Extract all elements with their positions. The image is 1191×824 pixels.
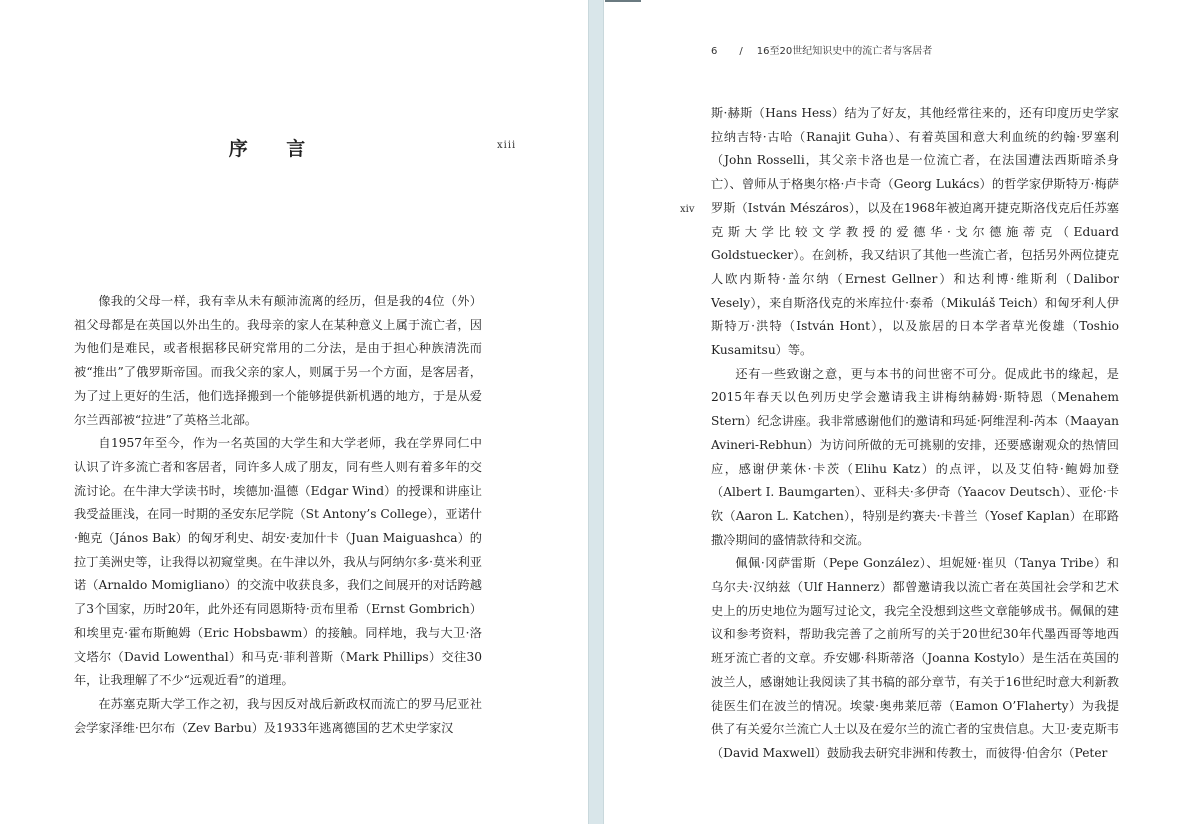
paragraph: 像我的父母一样，我有幸从未有颠沛流离的经历，但是我的4位（外）祖父母都是在英国以外出生的。我母亲的家人在某种意义上属于流亡者，因为他们是难民，或者根据移民研究常用的二分法，是由于担心种族清洗而被“推出”了俄罗斯帝国。而我父亲的家人，则属于另一个方面，是客居者，为了过上更好的生活，他们选择搬到一个能够提供新机遇的地方，于是从爱尔兰西部被“拉进”了英格兰北部。: [74, 294, 482, 427]
top-tab-right: [605, 0, 641, 2]
paragraph: 自1957年至今，作为一名英国的大学生和大学老师，我在学界同仁中认识了许多流亡者和客居者，同许多人成了朋友，同有些人则有着多年的交流讨论。在牛津大学读书时，埃德加·温德（Edgar Wind）的授课和讲座让我受益匪浅，在同一时期的圣安东尼学院（St Antony’s College），亚诺什·鲍克（János Bak）的匈牙利史、胡安·麦加什卡（Juan Maiguashca）的拉丁美洲史等，让我得以初窥堂奥。在牛津以外，我从与阿纳尔多·莫米利亚诺（Arnaldo Momigliano）的交流中收获良多，我们之间展开的对话跨越了3个国家，历时20年，此外还有同恩斯特·贡布里希（Ernst Gombrich）和埃里克·霍布斯鲍姆（Eric Hobsbawm）的接触。同样地，我与大卫·洛文塔尔（David Lowenthal）和马克·菲利普斯（Mark Phillips）交往30年，让我理解了不少“远观近看”的道理。: [74, 436, 482, 688]
running-header: [711, 42, 932, 57]
paragraph: 斯·赫斯（Hans Hess）结为了好友，其他经常往来的，还有印度历史学家拉纳吉特·古哈（Ranajit Guha）、有着英国和意大利血统的约翰·罗塞利（John Rosselli，其父亲卡洛也是一位流亡者，在法国遭法西斯暗杀身亡）、曾师从于格奥尔格·卢卡奇（Georg Lukács）的哲学家伊斯特万·梅萨罗斯（István Mészáros），以及在1968年被迫离开捷克斯洛伐克后任苏塞克斯大学比较文学教授的爱德华·戈尔德施蒂克（Eduard Goldstuecker）。在剑桥，我又结识了其他一些流亡者，包括另外两位捷克人欧内斯特·盖尔纳（Ernest Gellner）和达利博·维斯利（Dalibor Vesely），来自斯洛伐克的米库拉什·泰希（Mikuláš Teich）和匈牙利人伊斯特万·洪特（István Hont），以及旅居的日本学者草光俊雄（Toshio Kusamitsu）等。: [711, 106, 1119, 358]
header-book-title: 16至20世纪知识史中的流亡者与客居者: [756, 46, 933, 57]
header-separator: /: [739, 46, 743, 57]
original-page-marker-right: xiv: [680, 204, 695, 215]
left-page: [0, 0, 588, 824]
page-gutter: [588, 0, 604, 824]
right-body-text: [711, 102, 1119, 766]
paragraph: 佩佩·冈萨雷斯（Pepe González）、坦妮娅·崔贝（Tanya Tribe）和乌尔夫·汉纳兹（Ulf Hannerz）都曾邀请我以流亡者在英国社会学和艺术史上的历史地位为题写过论文，我完全没想到这些文章能够成书。佩佩的建议和参考资料，帮助我完善了之前所写的关于20世纪30年代墨西哥等地西班牙流亡者的文章。乔安娜·科斯蒂洛（Joanna Kostylo）是生活在英国的波兰人，感谢她让我阅读了其书稿的部分章节，有关于16世纪时意大利新教徒医生们在波兰的情况。埃蒙·奥弗莱厄蒂（Eamon O’Flaherty）为我提供了有关爱尔兰流亡人士以及在爱尔兰的流亡者的宝贵信息。大卫·麦克斯韦（David Maxwell）鼓励我去研究非洲和传教士，而彼得·伯舍尔（Peter: [711, 556, 1119, 760]
paragraph: 在苏塞克斯大学工作之初，我与因反对战后新政权而流亡的罗马尼亚社会学家泽维·巴尔布（Zev Barbu）及1933年逃离德国的艺术史学家汉: [74, 696, 482, 735]
paragraph: 还有一些致谢之意，更与本书的问世密不可分。促成此书的缘起，是2015年春天以色列历史学会邀请我主讲梅纳赫姆·斯特恩（Menahem Stern）纪念讲座。我非常感谢他们的邀请和玛延·阿维涅利-芮本（Maayan Avineri-Rebhun）为访问所做的无可挑剔的安排，还要感谢观众的热情回应，感谢伊莱休·卡茨（Elihu Katz）的点评，以及艾伯特·鲍姆加登（Albert I. Baumgarten）、亚科夫·多伊奇（Yaacov Deutsch）、亚伦·卡钦（Aaron L. Katchen），特别是约赛夫·卡普兰（Yosef Kaplan）在耶路撒冷期间的盛情款待和交流。: [711, 366, 1120, 547]
header-page-number: 6: [711, 46, 718, 57]
chapter-title: 序 言: [228, 138, 322, 160]
original-page-marker-left: xiii: [497, 140, 517, 151]
left-body-text: [74, 290, 482, 740]
